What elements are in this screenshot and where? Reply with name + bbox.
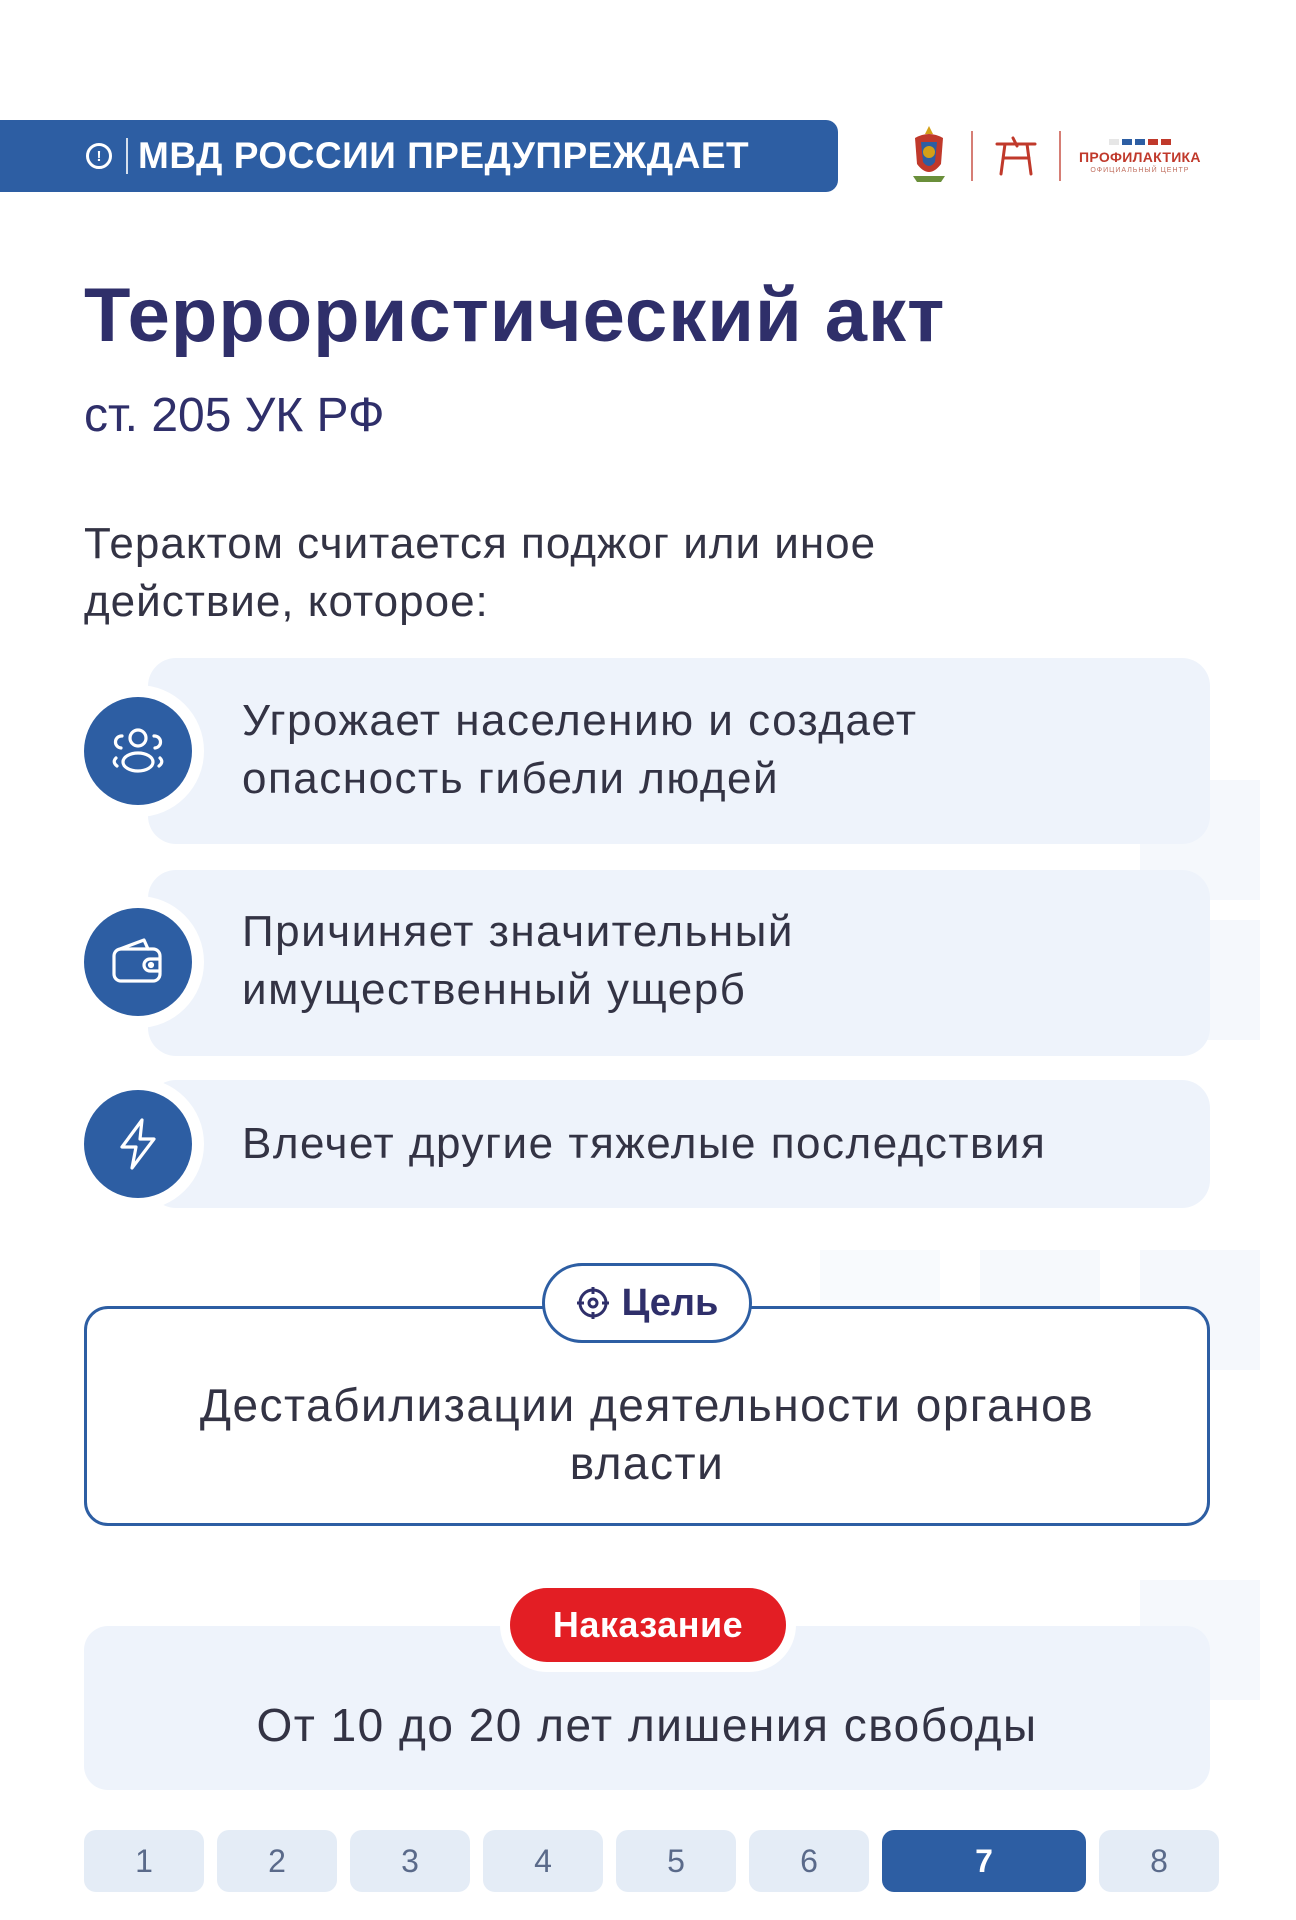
page-button-6[interactable]: 6 (749, 1830, 869, 1892)
goal-label: Цель (621, 1281, 719, 1324)
logo-divider (971, 131, 973, 181)
logo-divider (1059, 131, 1061, 181)
profilaktika-subtitle: ОФИЦИАЛЬНЫЙ ЦЕНТР (1090, 166, 1190, 174)
target-icon (576, 1286, 610, 1320)
lightning-icon (116, 1117, 160, 1171)
intro-text: Терактом считается поджог или иное действие, которое: (84, 519, 877, 626)
page-title: Террористический акт (84, 273, 946, 358)
punishment-label: Наказание (510, 1588, 786, 1662)
wallet-icon (110, 937, 166, 987)
feature-text-line: Причиняет значительный (242, 907, 794, 956)
people-icon (109, 724, 167, 778)
profilaktika-logo (1079, 139, 1201, 174)
article-reference: ст. 205 УК РФ (84, 389, 385, 442)
goal-label-pill (542, 1263, 752, 1343)
mvd-emblem-icon (905, 124, 953, 188)
feature-text (242, 1115, 1046, 1173)
banner-title: МВД РОССИИ ПРЕДУПРЕЖДАЕТ (138, 135, 750, 176)
feature-text-line: опасность гибели людей (242, 754, 780, 803)
alert-icon: ! (86, 143, 112, 169)
feature-text (242, 692, 918, 808)
page-button-3[interactable]: 3 (350, 1830, 470, 1892)
ministry-logo-icon (991, 134, 1041, 178)
feature-icon-circle (84, 1090, 192, 1198)
feature-icon-circle (84, 697, 192, 805)
page-button-1[interactable]: 1 (84, 1830, 204, 1892)
header-banner (0, 120, 838, 192)
banner-divider (126, 138, 128, 174)
profilaktika-title: ПРОФИЛАКТИКА (1079, 148, 1201, 165)
punishment-text: От 10 до 20 лет лишения свободы (256, 1699, 1038, 1751)
page-button-4[interactable]: 4 (483, 1830, 603, 1892)
page-button-8[interactable]: 8 (1099, 1830, 1219, 1892)
goal-text: Дестабилизации деятельности органов власти (199, 1379, 1095, 1489)
feature-text (242, 903, 794, 1019)
partner-logos (905, 120, 1201, 192)
page-button-7-active[interactable]: 7 (882, 1830, 1086, 1892)
page-button-5[interactable]: 5 (616, 1830, 736, 1892)
pagination (84, 1830, 1219, 1892)
feature-text-line: имущественный ущерб (242, 965, 747, 1014)
feature-text-line: Влечет другие тяжелые последствия (242, 1119, 1047, 1168)
feature-icon-circle (84, 908, 192, 1016)
page-button-2[interactable]: 2 (217, 1830, 337, 1892)
feature-text-line: Угрожает населению и создает (242, 696, 918, 745)
